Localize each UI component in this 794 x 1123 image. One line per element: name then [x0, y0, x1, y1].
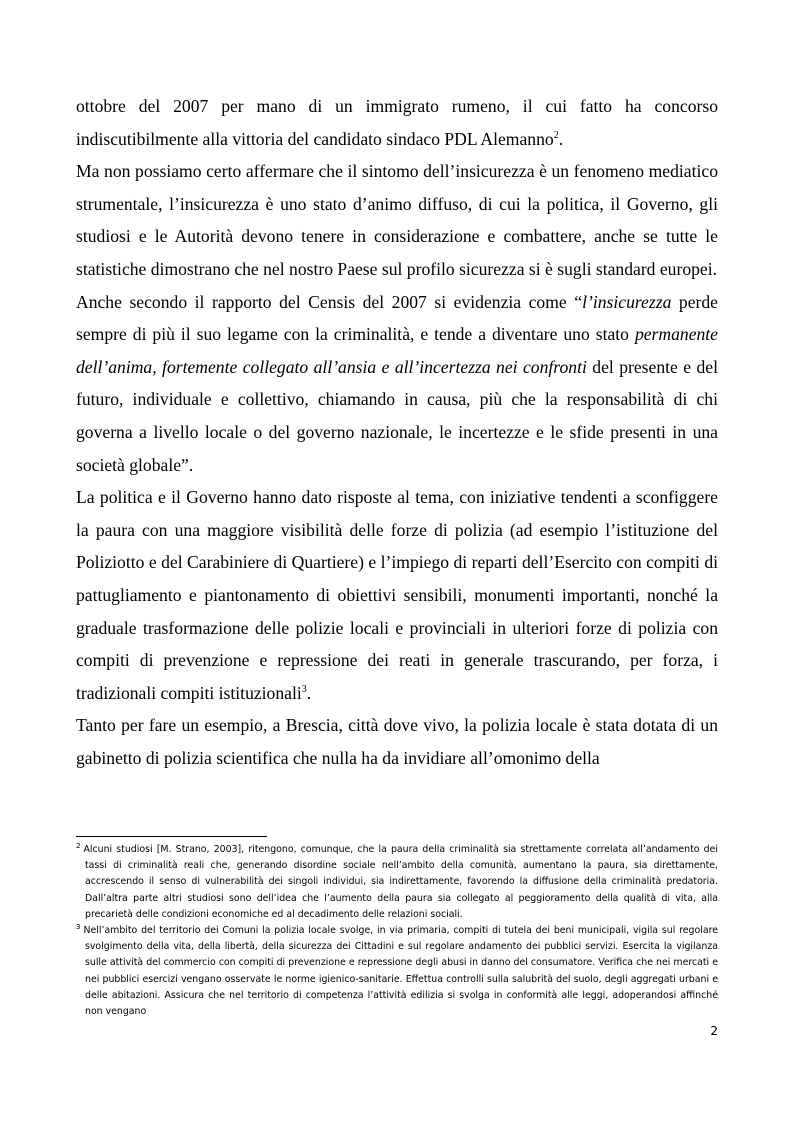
- footnote-text: Nell’ambito del territorio dei Comuni la polizia locale svolge, in via primaria, compiti di tutela dei beni municipali, vigila sul regolare svolgimento della vita, della libertà, della sicurezza dei Cittadini e sul regolare andamento dei pubblici servizi. Esercita la vigilanza sulle attività del commercio con compiti di prevenzione e repressione degli abusi in danno del consumatore. Verifica che nei mercati e nei pubblici esercizi vengano osservate le norme igienico-sanitarie. Effettua controlli sulla salubrità del suolo, degli aggregati urbani e delle abitazioni. Assicura che nel territorio di competenza l’attività edilizia si svolga in conformità alle leggi, adoperandosi affinché non vengano: [83, 925, 718, 1018]
- footnote-ref-2[interactable]: 2: [553, 129, 559, 141]
- page-number: 2: [710, 1024, 718, 1038]
- footnote-separator: [76, 836, 267, 837]
- quote-italic-1: l’insicurezza: [582, 291, 672, 312]
- footnote-number: 3: [76, 922, 81, 931]
- body-text: [76, 90, 718, 774]
- footnote-2: [76, 842, 718, 923]
- paragraph-1: ottobre del 2007 per mano di un immigrato rumeno, il cui fatto ha concorso indiscutibilmente alla vittoria del candidato sindaco PDL Alemanno$^2$.: [76, 96, 718, 149]
- paragraph-3: Anche secondo il rapporto del Censis del 2007 si evidenzia come “l’insicurezza perde sempre di più il suo legame con la criminalità, e tende a diventare uno stato permanente dell’anima, fortemente collegato all’ansia e all’incertezza nei confronti del presente e del futuro, individuale e collettivo, chiamando in causa, più che la responsabilità di chi governa a livello locale o del governo nazionale, le incertezze e le sfide presenti in una società globale”.: [76, 291, 718, 475]
- footnote-text: Alcuni studiosi [M. Strano, 2003], ritengono, comunque, che la paura della criminalità sia strettamente correlata all’andamento dei tassi di criminalità reali che, generando disordine sociale nell’ambito della comunità, aumentano la paura, sia direttamente, accrescendo il senso di vulnerabilità dei singoli individui, sia indirettamente, favorendo la diffusione della criminalità predatoria. Dall’altra parte altri studiosi sono dell’idea che l’aumento della paura sia collegato al peggioramento della qualità di vita, alla precarietà delle condizioni economiche ed al decadimento delle relazioni sociali.: [83, 844, 718, 920]
- footnotes: [76, 842, 718, 1020]
- footnote-number: 2: [76, 841, 81, 850]
- quote-italic-2: permanente dell’anima, fortemente collegato all’ansia e all’incertezza nei confronti: [76, 324, 718, 377]
- paragraph-5: Tanto per fare un esempio, a Brescia, città dove vivo, la polizia locale è stata dotata di un gabinetto di polizia scientifica che nulla ha da invidiare all’omonimo della: [76, 715, 718, 768]
- paragraph-4: La politica e il Governo hanno dato risposte al tema, con iniziative tendenti a sconfiggere la paura con una maggiore visibilità delle forze di polizia (ad esempio l’istituzione del Poliziotto e del Carabiniere di Quartiere) e l’impiego di reparti dell’Esercito con compiti di pattugliamento e piantonamento di obiettivi sensibili, monumenti importanti, nonché la graduale trasformazione delle polizie locali e provinciali in ulteriori forze di polizia con compiti di prevenzione e repressione dei reati in generale trascurando, per forza, i tradizionali compiti istituzionali$^3$.: [76, 487, 718, 703]
- footnote-3: [76, 923, 718, 1020]
- footnote-ref-3[interactable]: 3: [301, 683, 307, 695]
- paragraph-2: Ma non possiamo certo affermare che il sintomo dell’insicurezza è un fenomeno mediatico strumentale, l’insicurezza è uno stato d’animo diffuso, di cui la politica, il Governo, gli studiosi e le Autorità devono tenere in considerazione e combattere, anche se tutte le statistiche dimostrano che nel nostro Paese sul profilo sicurezza si è sugli standard europei.: [76, 161, 718, 279]
